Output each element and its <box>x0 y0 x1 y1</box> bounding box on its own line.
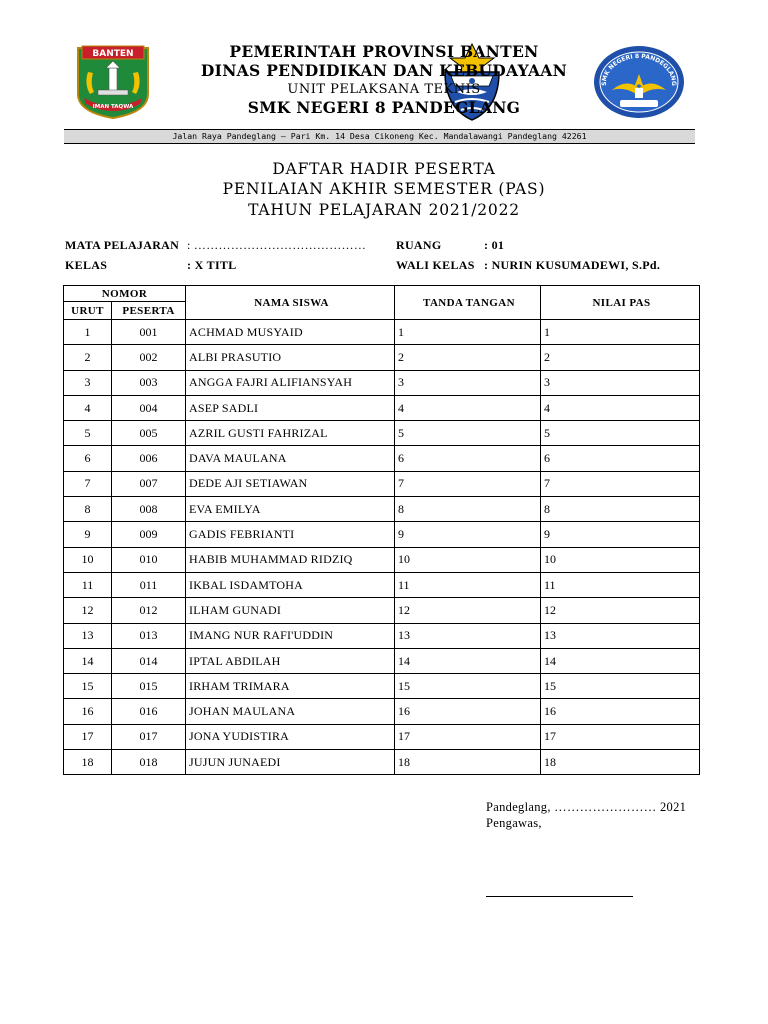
cell-ttd: 5 <box>395 421 541 446</box>
attendance-table <box>63 285 700 775</box>
cell-urut: 2 <box>64 345 112 370</box>
cell-peserta: 002 <box>112 345 186 370</box>
cell-ttd: 16 <box>395 699 541 724</box>
header-government: PEMERINTAH PROVINSI BANTEN <box>229 42 539 61</box>
cell-nilai: 16 <box>541 699 700 724</box>
table-row <box>64 497 700 522</box>
table-row <box>64 421 700 446</box>
cell-nama: ALBI PRASUTIO <box>186 345 395 370</box>
table-row <box>64 345 700 370</box>
cell-nama: DEDE AJI SETIAWAN <box>186 471 395 496</box>
cell-nilai: 11 <box>541 572 700 597</box>
cell-nama: ILHAM GUNADI <box>186 598 395 623</box>
cell-nama: DAVA MAULANA <box>186 446 395 471</box>
doc-title-3: TAHUN PELAJARAN 2021/2022 <box>248 201 520 219</box>
header-department: DINAS PENDIDIKAN DAN KEBUDAYAAN <box>200 61 568 80</box>
cell-nama: HABIB MUHAMMAD RIDZIQ <box>186 547 395 572</box>
kelas-value: : X TITL <box>187 258 237 272</box>
cell-nilai: 18 <box>541 750 700 775</box>
cell-nilai: 1 <box>541 320 700 345</box>
cell-ttd: 4 <box>395 395 541 420</box>
ruang-value: : 01 <box>484 238 505 252</box>
doc-title-2: PENILAIAN AKHIR SEMESTER (PAS) <box>222 180 546 198</box>
cell-nama: ANGGA FAJRI ALIFIANSYAH <box>186 370 395 395</box>
table-row <box>64 674 700 699</box>
cell-ttd: 12 <box>395 598 541 623</box>
header-peserta: PESERTA <box>112 302 186 320</box>
cell-nilai: 4 <box>541 395 700 420</box>
cell-peserta: 001 <box>112 320 186 345</box>
header-urut: URUT <box>64 302 112 320</box>
cell-ttd: 14 <box>395 648 541 673</box>
cell-urut: 4 <box>64 395 112 420</box>
cell-urut: 12 <box>64 598 112 623</box>
header-unit: UNIT PELAKSANA TEKNIS <box>287 82 481 97</box>
cell-urut: 5 <box>64 421 112 446</box>
cell-nama: IMANG NUR RAFI'UDDIN <box>186 623 395 648</box>
cell-urut: 16 <box>64 699 112 724</box>
cell-urut: 18 <box>64 750 112 775</box>
cell-nilai: 8 <box>541 497 700 522</box>
table-row <box>64 699 700 724</box>
signature-place-date: Pandeglang, …………………… 2021 <box>486 800 687 814</box>
cell-urut: 7 <box>64 471 112 496</box>
cell-nama: JOHAN MAULANA <box>186 699 395 724</box>
svg-text:SMK NEGERI 8 PANDEGLANG: SMK NEGERI 8 PANDEGLANG <box>600 52 678 86</box>
cell-nama: JUJUN JUNAEDI <box>186 750 395 775</box>
signature-role: Pengawas, <box>486 816 542 830</box>
cell-nilai: 5 <box>541 421 700 446</box>
cell-nama: IRHAM TRIMARA <box>186 674 395 699</box>
address-bar: Jalan Raya Pandeglang – Pari Km. 14 Desa Cikoneng Kec. Mandalawangi Pandeglang 42261 <box>64 129 695 144</box>
svg-text:IMAN TAQWA: IMAN TAQWA <box>92 104 134 110</box>
cell-peserta: 016 <box>112 699 186 724</box>
table-row <box>64 598 700 623</box>
cell-nilai: 14 <box>541 648 700 673</box>
cell-nilai: 2 <box>541 345 700 370</box>
cell-ttd: 11 <box>395 572 541 597</box>
wali-value: : NURIN KUSUMADEWI, S.Pd. <box>484 258 661 272</box>
cell-nama: EVA EMILYA <box>186 497 395 522</box>
cell-urut: 15 <box>64 674 112 699</box>
cell-nama: ACHMAD MUSYAID <box>186 320 395 345</box>
attendance-rows <box>64 320 700 775</box>
cell-peserta: 011 <box>112 572 186 597</box>
table-row <box>64 320 700 345</box>
cell-urut: 9 <box>64 522 112 547</box>
cell-urut: 11 <box>64 572 112 597</box>
cell-ttd: 18 <box>395 750 541 775</box>
table-row <box>64 623 700 648</box>
table-row <box>64 471 700 496</box>
table-row <box>64 572 700 597</box>
cell-nilai: 6 <box>541 446 700 471</box>
table-row <box>64 547 700 572</box>
cell-nilai: 10 <box>541 547 700 572</box>
cell-nilai: 13 <box>541 623 700 648</box>
cell-peserta: 010 <box>112 547 186 572</box>
cell-urut: 8 <box>64 497 112 522</box>
cell-nilai: 12 <box>541 598 700 623</box>
cell-peserta: 005 <box>112 421 186 446</box>
cell-urut: 1 <box>64 320 112 345</box>
table-row <box>64 522 700 547</box>
cell-peserta: 006 <box>112 446 186 471</box>
cell-urut: 10 <box>64 547 112 572</box>
cell-nilai: 15 <box>541 674 700 699</box>
table-row <box>64 446 700 471</box>
header-ttd: TANDA TANGAN <box>395 286 541 320</box>
header-nama: NAMA SISWA <box>186 286 395 320</box>
cell-ttd: 7 <box>395 471 541 496</box>
cell-nilai: 9 <box>541 522 700 547</box>
cell-ttd: 6 <box>395 446 541 471</box>
cell-nama: AZRIL GUSTI FAHRIZAL <box>186 421 395 446</box>
cell-nilai: 3 <box>541 370 700 395</box>
cell-nama: IKBAL ISDAMTOHA <box>186 572 395 597</box>
cell-peserta: 007 <box>112 471 186 496</box>
cell-peserta: 015 <box>112 674 186 699</box>
cell-urut: 14 <box>64 648 112 673</box>
cell-peserta: 009 <box>112 522 186 547</box>
signature-line <box>486 896 633 897</box>
cell-urut: 6 <box>64 446 112 471</box>
cell-nama: GADIS FEBRIANTI <box>186 522 395 547</box>
banten-logo-title: BANTEN <box>92 49 134 59</box>
table-row <box>64 395 700 420</box>
cell-ttd: 9 <box>395 522 541 547</box>
cell-ttd: 3 <box>395 370 541 395</box>
table-row <box>64 370 700 395</box>
doc-title-1: DAFTAR HADIR PESERTA <box>272 160 496 178</box>
cell-nama: ASEP SADLI <box>186 395 395 420</box>
cell-peserta: 013 <box>112 623 186 648</box>
cell-ttd: 10 <box>395 547 541 572</box>
mapel-value: : …………………………………… <box>187 238 367 252</box>
cell-peserta: 017 <box>112 724 186 749</box>
table-row <box>64 724 700 749</box>
header-school: SMK NEGERI 8 PANDEGLANG <box>247 98 521 117</box>
cell-urut: 17 <box>64 724 112 749</box>
cell-nilai: 17 <box>541 724 700 749</box>
header-nomor: NOMOR <box>64 286 186 302</box>
cell-peserta: 008 <box>112 497 186 522</box>
cell-ttd: 13 <box>395 623 541 648</box>
cell-nama: IPTAL ABDILAH <box>186 648 395 673</box>
wali-label: WALI KELAS <box>396 258 475 272</box>
mapel-label: MATA PELAJARAN <box>65 238 180 252</box>
table-row <box>64 648 700 673</box>
cell-urut: 3 <box>64 370 112 395</box>
cell-nama: JONA YUDISTIRA <box>186 724 395 749</box>
cell-peserta: 018 <box>112 750 186 775</box>
header-nilai: NILAI PAS <box>541 286 700 320</box>
kelas-label: KELAS <box>65 258 108 272</box>
cell-ttd: 17 <box>395 724 541 749</box>
cell-peserta: 004 <box>112 395 186 420</box>
cell-peserta: 012 <box>112 598 186 623</box>
table-row <box>64 750 700 775</box>
cell-urut: 13 <box>64 623 112 648</box>
cell-ttd: 15 <box>395 674 541 699</box>
cell-ttd: 8 <box>395 497 541 522</box>
cell-peserta: 003 <box>112 370 186 395</box>
cell-ttd: 2 <box>395 345 541 370</box>
cell-nilai: 7 <box>541 471 700 496</box>
cell-peserta: 014 <box>112 648 186 673</box>
ruang-label: RUANG <box>396 238 442 252</box>
cell-ttd: 1 <box>395 320 541 345</box>
